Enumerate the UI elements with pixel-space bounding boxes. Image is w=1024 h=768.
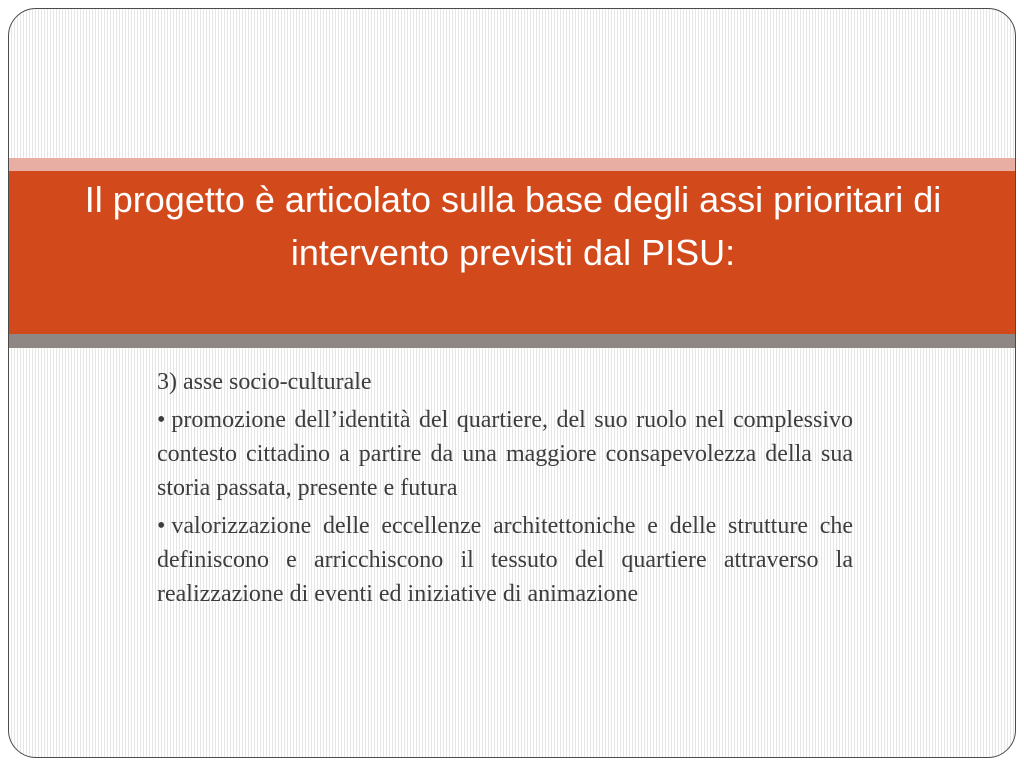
- bullet-icon: •: [157, 513, 166, 539]
- bullet-text: promozione dell’identità del quartiere, del suo ruolo nel complessivo contesto cittadino a partire da una maggiore consapevolezza della sua storia passata, presente e futura: [157, 407, 853, 501]
- bullet-item: [157, 509, 853, 611]
- subheading: 3) asse socio-culturale: [157, 369, 372, 395]
- title-band-top-stripe: [9, 158, 1015, 171]
- title-band-bottom-stripe: [9, 334, 1015, 348]
- slide: [8, 8, 1016, 758]
- bullet-item: [157, 403, 853, 505]
- slide-body: [157, 365, 853, 615]
- bullet-icon: •: [157, 407, 166, 433]
- slide-title: Il progetto è articolato sulla base degli assi prioritari di intervento previsti dal PISU:: [84, 179, 942, 273]
- bullet-text: valorizzazione delle eccellenze architettoniche e delle strutture che definiscono e arricchiscono il tessuto del quartiere attraverso la realizzazione di eventi ed iniziative di animazione: [157, 513, 853, 607]
